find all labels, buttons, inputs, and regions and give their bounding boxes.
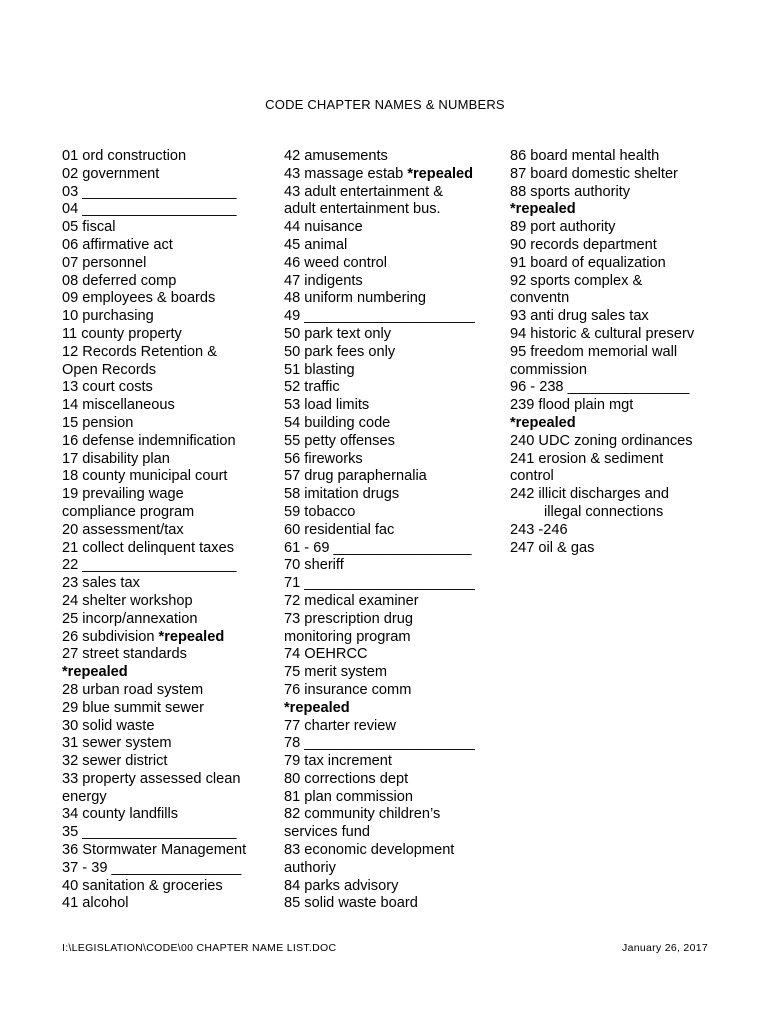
chapter-line	[510, 184, 725, 202]
repealed-label: *repealed	[284, 699, 350, 716]
chapter-text: 242 illicit discharges and	[510, 486, 669, 503]
chapter-line	[510, 362, 725, 380]
chapter-line	[510, 219, 725, 237]
chapter-line	[62, 575, 272, 593]
chapter-line	[62, 895, 272, 913]
chapter-line	[284, 166, 499, 184]
chapter-line	[284, 468, 499, 486]
chapter-text: 23 sales tax	[62, 575, 140, 592]
chapter-line	[510, 415, 725, 433]
chapter-line	[284, 433, 499, 451]
chapter-line	[62, 700, 272, 718]
chapter-text: 42 amusements	[284, 148, 388, 164]
chapter-line	[62, 664, 272, 682]
chapter-text: 83 economic development	[284, 842, 455, 859]
chapter-text: 41 alcohol	[62, 895, 129, 912]
chapter-text: energy	[62, 788, 107, 805]
chapter-line	[284, 575, 499, 593]
chapter-line	[284, 522, 499, 540]
chapter-line	[284, 735, 499, 753]
chapter-text: 02 government	[62, 165, 160, 182]
chapter-line	[62, 646, 272, 664]
chapter-line	[284, 379, 499, 397]
chapter-text: 34 county landfills	[62, 806, 179, 823]
chapter-text: 30 solid waste	[62, 717, 155, 734]
chapter-line	[284, 308, 499, 326]
chapter-line	[62, 166, 272, 184]
chapter-line	[62, 735, 272, 753]
chapter-text: 96 - 238 _______________	[510, 379, 690, 396]
repealed-label: *repealed	[510, 201, 576, 218]
chapter-text: illegal connections	[544, 503, 664, 520]
chapter-text: 82 community children’s	[284, 806, 441, 823]
chapter-line	[284, 504, 499, 522]
chapter-text: 37 - 39 ________________	[62, 859, 242, 876]
chapter-text: 59 tobacco	[284, 503, 356, 520]
chapter-line	[62, 397, 272, 415]
chapter-line	[62, 593, 272, 611]
chapter-column-3	[510, 148, 725, 557]
chapter-line	[284, 362, 499, 380]
chapter-line	[62, 629, 272, 647]
chapter-text: 51 blasting	[284, 361, 355, 378]
chapter-text: 09 employees & boards	[62, 290, 216, 307]
chapter-text: 20 assessment/tax	[62, 521, 184, 538]
chapter-line	[284, 290, 499, 308]
chapter-text: 12 Records Retention &	[62, 343, 217, 360]
chapter-text: 22 ___________________	[62, 557, 237, 574]
chapter-text: 11 county property	[62, 325, 182, 342]
chapter-line	[62, 718, 272, 736]
chapter-text: 70 sheriff	[284, 557, 344, 574]
chapter-text: 15 pension	[62, 414, 134, 431]
chapter-line	[284, 540, 499, 558]
chapter-text: 28 urban road system	[62, 681, 204, 698]
chapter-text: 01 ord construction	[62, 148, 187, 164]
chapter-line	[510, 148, 725, 166]
chapter-text: 06 affirmative act	[62, 236, 173, 253]
chapter-text: 86 board mental health	[510, 148, 660, 164]
chapter-text: 26 subdivision	[62, 628, 159, 645]
chapter-line	[284, 344, 499, 362]
chapter-line	[284, 593, 499, 611]
chapter-line	[62, 682, 272, 700]
chapter-line	[510, 433, 725, 451]
chapter-line	[62, 148, 272, 166]
chapter-line	[284, 700, 499, 718]
chapter-text: 94 historic & cultural preserv	[510, 325, 695, 342]
chapter-line	[510, 504, 725, 522]
chapter-column-1	[62, 148, 272, 913]
chapter-text: 53 load limits	[284, 397, 370, 414]
chapter-line	[62, 611, 272, 629]
chapter-text: 95 freedom memorial wall	[510, 343, 678, 360]
chapter-text: 21 collect delinquent taxes	[62, 539, 234, 556]
chapter-text: 48 uniform numbering	[284, 290, 426, 307]
chapter-text: 80 corrections dept	[284, 770, 409, 787]
chapter-line	[510, 326, 725, 344]
repealed-label: *repealed	[407, 165, 474, 182]
chapter-text: services fund	[284, 824, 370, 841]
chapter-line	[510, 468, 725, 486]
chapter-line	[62, 504, 272, 522]
chapter-line	[284, 486, 499, 504]
chapter-line	[284, 824, 499, 842]
chapter-text: 54 building code	[284, 414, 391, 431]
chapter-line	[62, 219, 272, 237]
chapter-line	[284, 415, 499, 433]
chapter-line	[284, 664, 499, 682]
chapter-text: 05 fiscal	[62, 219, 116, 236]
chapter-line	[510, 255, 725, 273]
chapter-text: 35 ___________________	[62, 824, 237, 841]
chapter-text: 58 imitation drugs	[284, 486, 400, 503]
chapter-line	[510, 290, 725, 308]
repealed-label: *repealed	[158, 628, 225, 645]
chapter-text: 55 petty offenses	[284, 432, 395, 449]
chapter-line	[510, 379, 725, 397]
chapter-line	[510, 166, 725, 184]
chapter-line	[62, 326, 272, 344]
chapter-text: 75 merit system	[284, 664, 387, 681]
chapter-text: 93 anti drug sales tax	[510, 308, 649, 325]
chapter-line	[62, 878, 272, 896]
chapter-text: conventn	[510, 290, 570, 307]
chapter-line	[284, 557, 499, 575]
chapter-line	[62, 379, 272, 397]
chapter-text: 50 park fees only	[284, 343, 396, 360]
chapter-line	[510, 344, 725, 362]
chapter-text: 239 flood plain mgt	[510, 397, 634, 414]
chapter-text: 08 deferred comp	[62, 272, 177, 289]
chapter-line	[284, 219, 499, 237]
chapter-text: 77 charter review	[284, 717, 396, 734]
chapter-line	[62, 522, 272, 540]
chapter-line	[62, 273, 272, 291]
chapter-line	[284, 682, 499, 700]
chapter-text: 33 property assessed clean	[62, 770, 241, 787]
chapter-line	[284, 842, 499, 860]
chapter-line	[284, 806, 499, 824]
chapter-text: 47 indigents	[284, 272, 363, 289]
chapter-text: 29 blue summit sewer	[62, 699, 204, 716]
chapter-line	[62, 308, 272, 326]
chapter-line	[62, 344, 272, 362]
chapter-text: authoriy	[284, 859, 336, 876]
chapter-line	[284, 451, 499, 469]
chapter-line	[284, 237, 499, 255]
chapter-text: monitoring program	[284, 628, 411, 645]
chapter-text: 78 _____________________	[284, 735, 475, 752]
chapter-text: 71 _____________________	[284, 575, 475, 592]
repealed-label: *repealed	[510, 414, 576, 431]
chapter-text: adult entertainment bus.	[284, 201, 441, 218]
chapter-text: 43 adult entertainment &	[284, 183, 444, 200]
chapter-text: 04 ___________________	[62, 201, 237, 218]
chapter-line	[62, 824, 272, 842]
chapter-line	[510, 201, 725, 219]
chapter-text: 81 plan commission	[284, 788, 413, 805]
footer-file-path: I:\LEGISLATION\CODE\00 CHAPTER NAME LIST.DOC	[62, 942, 337, 954]
chapter-line	[510, 273, 725, 291]
chapter-line	[284, 326, 499, 344]
chapter-text: 24 shelter workshop	[62, 592, 193, 609]
chapter-text: 18 county municipal court	[62, 468, 228, 485]
chapter-text: 88 sports authority	[510, 183, 631, 200]
chapter-text: 74 OEHRCC	[284, 646, 368, 663]
chapter-line	[62, 842, 272, 860]
chapter-text: 52 traffic	[284, 379, 340, 396]
page-title: CODE CHAPTER NAMES & NUMBERS	[265, 97, 505, 112]
chapter-text: 45 animal	[284, 236, 348, 253]
chapter-line	[284, 753, 499, 771]
chapter-text: 243 -246	[510, 521, 568, 538]
chapter-line	[284, 895, 499, 913]
chapter-line	[62, 362, 272, 380]
chapter-line	[284, 789, 499, 807]
chapter-text: 89 port authority	[510, 219, 616, 236]
chapter-line	[62, 540, 272, 558]
chapter-text: 57 drug paraphernalia	[284, 468, 427, 485]
chapter-line	[284, 201, 499, 219]
chapter-text: 73 prescription drug	[284, 610, 413, 627]
chapter-line	[284, 860, 499, 878]
chapter-line	[62, 433, 272, 451]
chapter-text: 240 UDC zoning ordinances	[510, 432, 693, 449]
chapter-text: 49 _____________________	[284, 308, 475, 325]
chapter-line	[510, 451, 725, 469]
chapter-line	[510, 308, 725, 326]
chapter-text: 50 park text only	[284, 325, 392, 342]
chapter-text: 10 purchasing	[62, 308, 154, 325]
chapter-text: 07 personnel	[62, 254, 147, 271]
chapter-line	[62, 255, 272, 273]
chapter-text: 76 insurance comm	[284, 681, 412, 698]
chapter-line	[284, 273, 499, 291]
chapter-line	[284, 629, 499, 647]
chapter-line	[284, 771, 499, 789]
chapter-text: 13 court costs	[62, 379, 153, 396]
chapter-text: control	[510, 468, 554, 485]
chapter-text: 85 solid waste board	[284, 895, 418, 912]
chapter-text: 40 sanitation & groceries	[62, 877, 223, 894]
chapter-text: 241 erosion & sediment	[510, 450, 664, 467]
chapter-line	[62, 184, 272, 202]
chapter-line	[62, 486, 272, 504]
chapter-line	[284, 878, 499, 896]
chapter-text: commission	[510, 361, 588, 378]
chapter-line	[510, 522, 725, 540]
chapter-line	[62, 201, 272, 219]
chapter-text: 44 nuisance	[284, 219, 363, 236]
chapter-text: 56 fireworks	[284, 450, 363, 467]
chapter-line	[62, 771, 272, 789]
chapter-line	[284, 397, 499, 415]
chapter-line	[510, 486, 725, 504]
chapter-text: 16 defense indemnification	[62, 432, 236, 449]
chapter-text: 03 ___________________	[62, 183, 237, 200]
chapter-text: 43 massage estab	[284, 165, 408, 182]
chapter-line	[510, 540, 725, 558]
chapter-line	[62, 468, 272, 486]
chapter-line	[510, 397, 725, 415]
chapter-line	[284, 611, 499, 629]
chapter-text: 46 weed control	[284, 254, 388, 271]
chapter-text: 247 oil & gas	[510, 539, 595, 556]
chapter-line	[62, 415, 272, 433]
chapter-text: 25 incorp/annexation	[62, 610, 198, 627]
chapter-text: 14 miscellaneous	[62, 397, 175, 414]
chapter-text: 90 records department	[510, 236, 657, 253]
chapter-text: 60 residential fac	[284, 521, 395, 538]
chapter-line	[62, 806, 272, 824]
chapter-text: 32 sewer district	[62, 753, 168, 770]
chapter-line	[62, 789, 272, 807]
chapter-text: 27 street standards	[62, 646, 187, 663]
chapter-text: 84 parks advisory	[284, 877, 399, 894]
chapter-text: 19 prevailing wage	[62, 486, 184, 503]
chapter-line	[284, 718, 499, 736]
chapter-text: 31 sewer system	[62, 735, 172, 752]
chapter-text: 17 disability plan	[62, 450, 170, 467]
chapter-line	[284, 646, 499, 664]
chapter-line	[284, 184, 499, 202]
chapter-line	[284, 148, 499, 166]
chapter-text: 91 board of equalization	[510, 254, 666, 271]
chapter-line	[62, 557, 272, 575]
chapter-text: 36 Stormwater Management	[62, 842, 247, 859]
chapter-line	[510, 237, 725, 255]
chapter-text: 92 sports complex &	[510, 272, 643, 289]
chapter-line	[62, 237, 272, 255]
chapter-text: compliance program	[62, 503, 195, 520]
chapter-line	[62, 753, 272, 771]
footer-date: January 26, 2017	[622, 942, 708, 954]
chapter-text: 79 tax increment	[284, 753, 392, 770]
chapter-column-2	[284, 148, 499, 913]
chapter-text: Open Records	[62, 361, 157, 378]
chapter-text: 87 board domestic shelter	[510, 165, 678, 182]
repealed-label: *repealed	[62, 664, 128, 681]
chapter-line	[62, 451, 272, 469]
chapter-line	[62, 290, 272, 308]
chapter-line	[284, 255, 499, 273]
chapter-line	[62, 860, 272, 878]
chapter-text: 72 medical examiner	[284, 592, 419, 609]
chapter-text: 61 - 69 _________________	[284, 539, 472, 556]
